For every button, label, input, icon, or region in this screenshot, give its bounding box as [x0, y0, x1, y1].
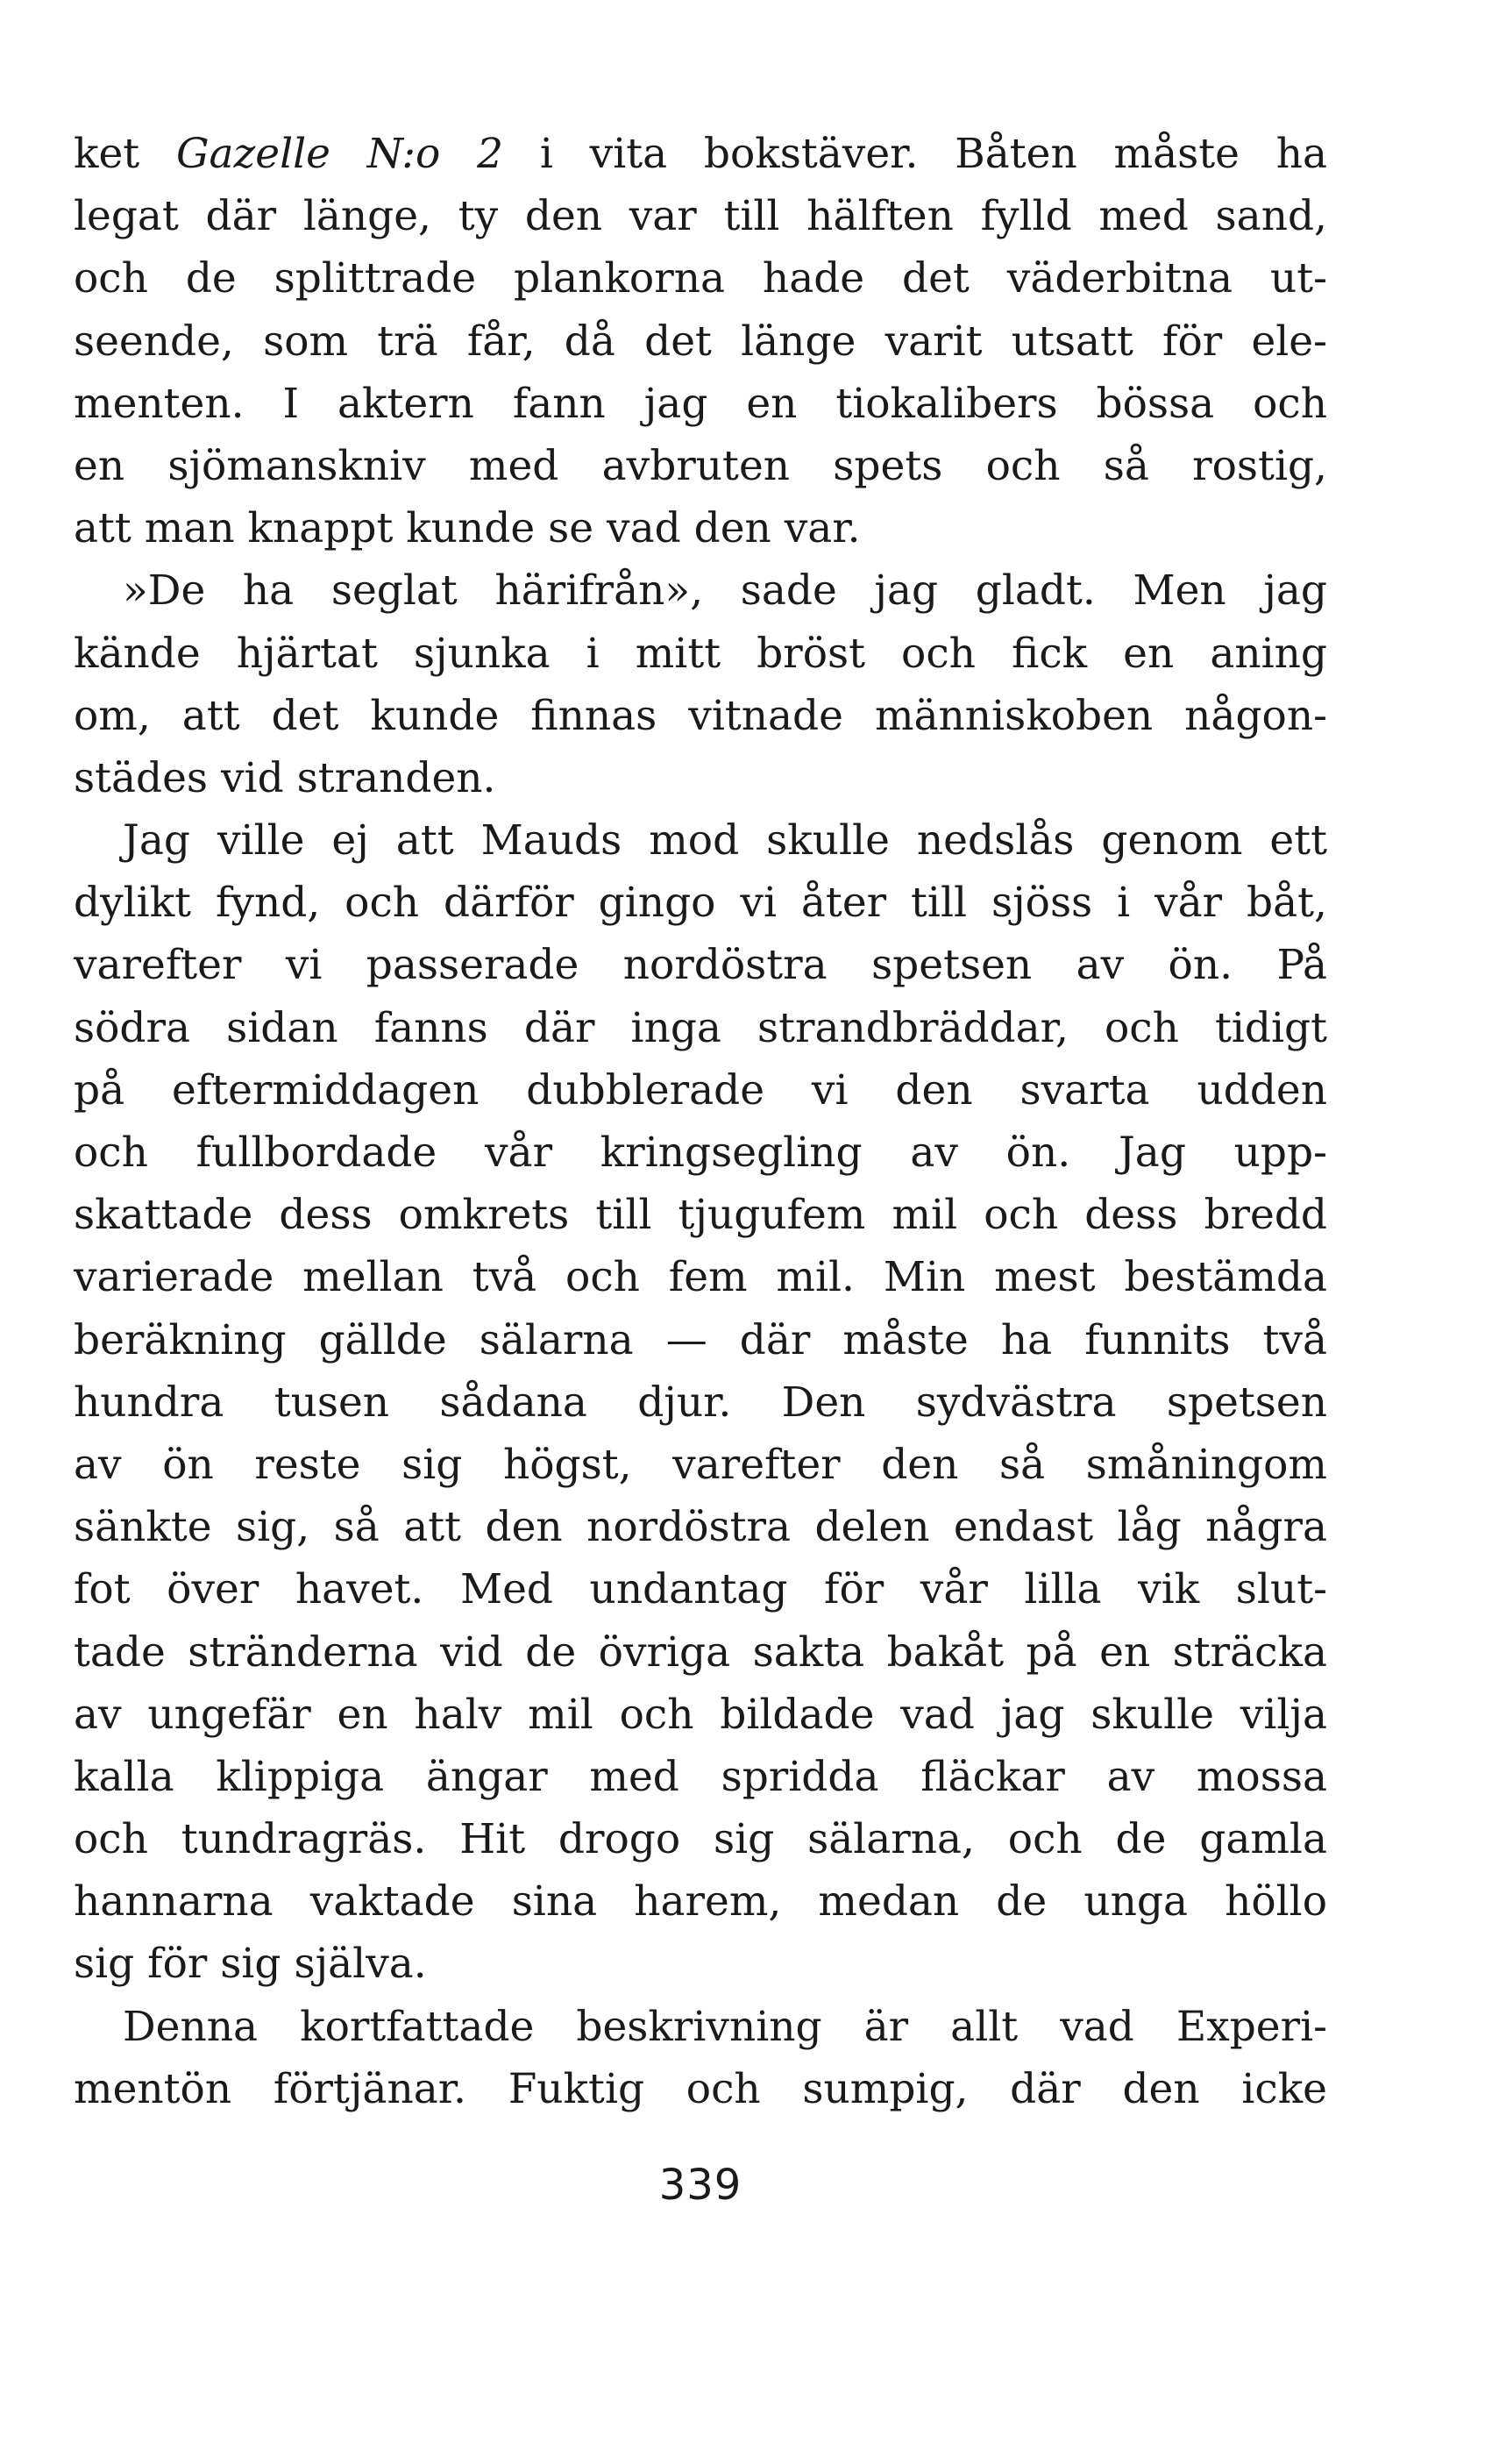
text-line-6: en sjömanskniv med avbruten spets och så rostig, — [74, 441, 1327, 490]
text-line-29: hannarna vaktade sina harem, medan de unga höllo — [74, 1877, 1327, 1926]
text-line-16: på eftermiddagen dubblerade vi den svarta udden — [74, 1065, 1327, 1114]
text-line-28: och tundragräs. Hit drogo sig sälarna, och de gamla — [74, 1815, 1327, 1864]
text-line-3: och de splittrade plankorna hade det väderbitna ut- — [74, 254, 1327, 303]
text-line-17: och fullbordade vår kringsegling av ön. Jag upp- — [74, 1129, 1327, 1177]
text-line-8: »De ha seglat härifrån», sade jag gladt. Men jag — [123, 566, 1327, 616]
text-line-2: legat där länge, ty den var till hälften fylld med sand, — [74, 192, 1327, 241]
text-line-14: varefter vi passerade nordöstra spetsen av ön. På — [74, 941, 1327, 990]
text-line-32: mentön förtjänar. Fuktig och sumpig, där den icke — [74, 2064, 1327, 2113]
text-line-30: sig för sig själva. — [74, 1940, 427, 1989]
text-line-4: seende, som trä får, då det länge varit utsatt för ele- — [74, 317, 1327, 366]
text-line-24: fot över havet. Med undantag för vår lilla vik slut- — [74, 1565, 1327, 1614]
text-line-31: Denna kortfattade beskrivning är allt vad Experi- — [123, 2002, 1327, 2051]
boat-name-italic: Gazelle N:o 2 — [175, 130, 504, 178]
text-line-20: beräkning gällde sälarna — där måste ha funnits två — [74, 1315, 1327, 1364]
text-line-25: tade stränderna vid de övriga sakta bakåt på en sträcka — [74, 1627, 1327, 1677]
text-line-21: hundra tusen sådana djur. Den sydvästra spetsen — [74, 1378, 1327, 1427]
text-line-12: Jag ville ej att Mauds mod skulle nedslås genom ett — [123, 816, 1327, 865]
text-line-27: kalla klippiga ängar med spridda fläckar av mossa — [74, 1752, 1327, 1801]
text-line-22: av ön reste sig högst, varefter den så småningom — [74, 1440, 1327, 1489]
page-number: 339 — [658, 2161, 742, 2210]
body-text — [74, 123, 1327, 2120]
text-line-18: skattade dess omkrets till tjugufem mil och dess bredd — [74, 1191, 1327, 1240]
text-line-5: menten. I aktern fann jag en tiokalibers bössa och — [74, 379, 1327, 428]
line-1-before: ket — [74, 130, 176, 178]
text-line-15: södra sidan fanns där inga strandbräddar, och tidigt — [74, 1003, 1327, 1052]
text-line-23: sänkte sig, så att den nordöstra delen endast låg några — [74, 1503, 1327, 1552]
text-line-9: kände hjärtat sjunka i mitt bröst och fick en aning — [74, 629, 1327, 678]
line-1-after: i vita bokstäver. Båten måste ha — [503, 130, 1327, 178]
text-line-10: om, att det kunde finnas vitnade människoben någon- — [74, 691, 1327, 740]
text-line-19: varierade mellan två och fem mil. Min mest bestämda — [74, 1253, 1327, 1302]
text-line-11: städes vid stranden. — [74, 753, 496, 802]
text-line-13: dylikt fynd, och därför gingo vi åter till sjöss i vår båt, — [74, 879, 1327, 928]
text-line-1 — [74, 123, 1327, 185]
text-line-7: att man knappt kunde se vad den var. — [74, 504, 861, 553]
text-line-26: av ungefär en halv mil och bildade vad jag skulle vilja — [74, 1690, 1327, 1739]
